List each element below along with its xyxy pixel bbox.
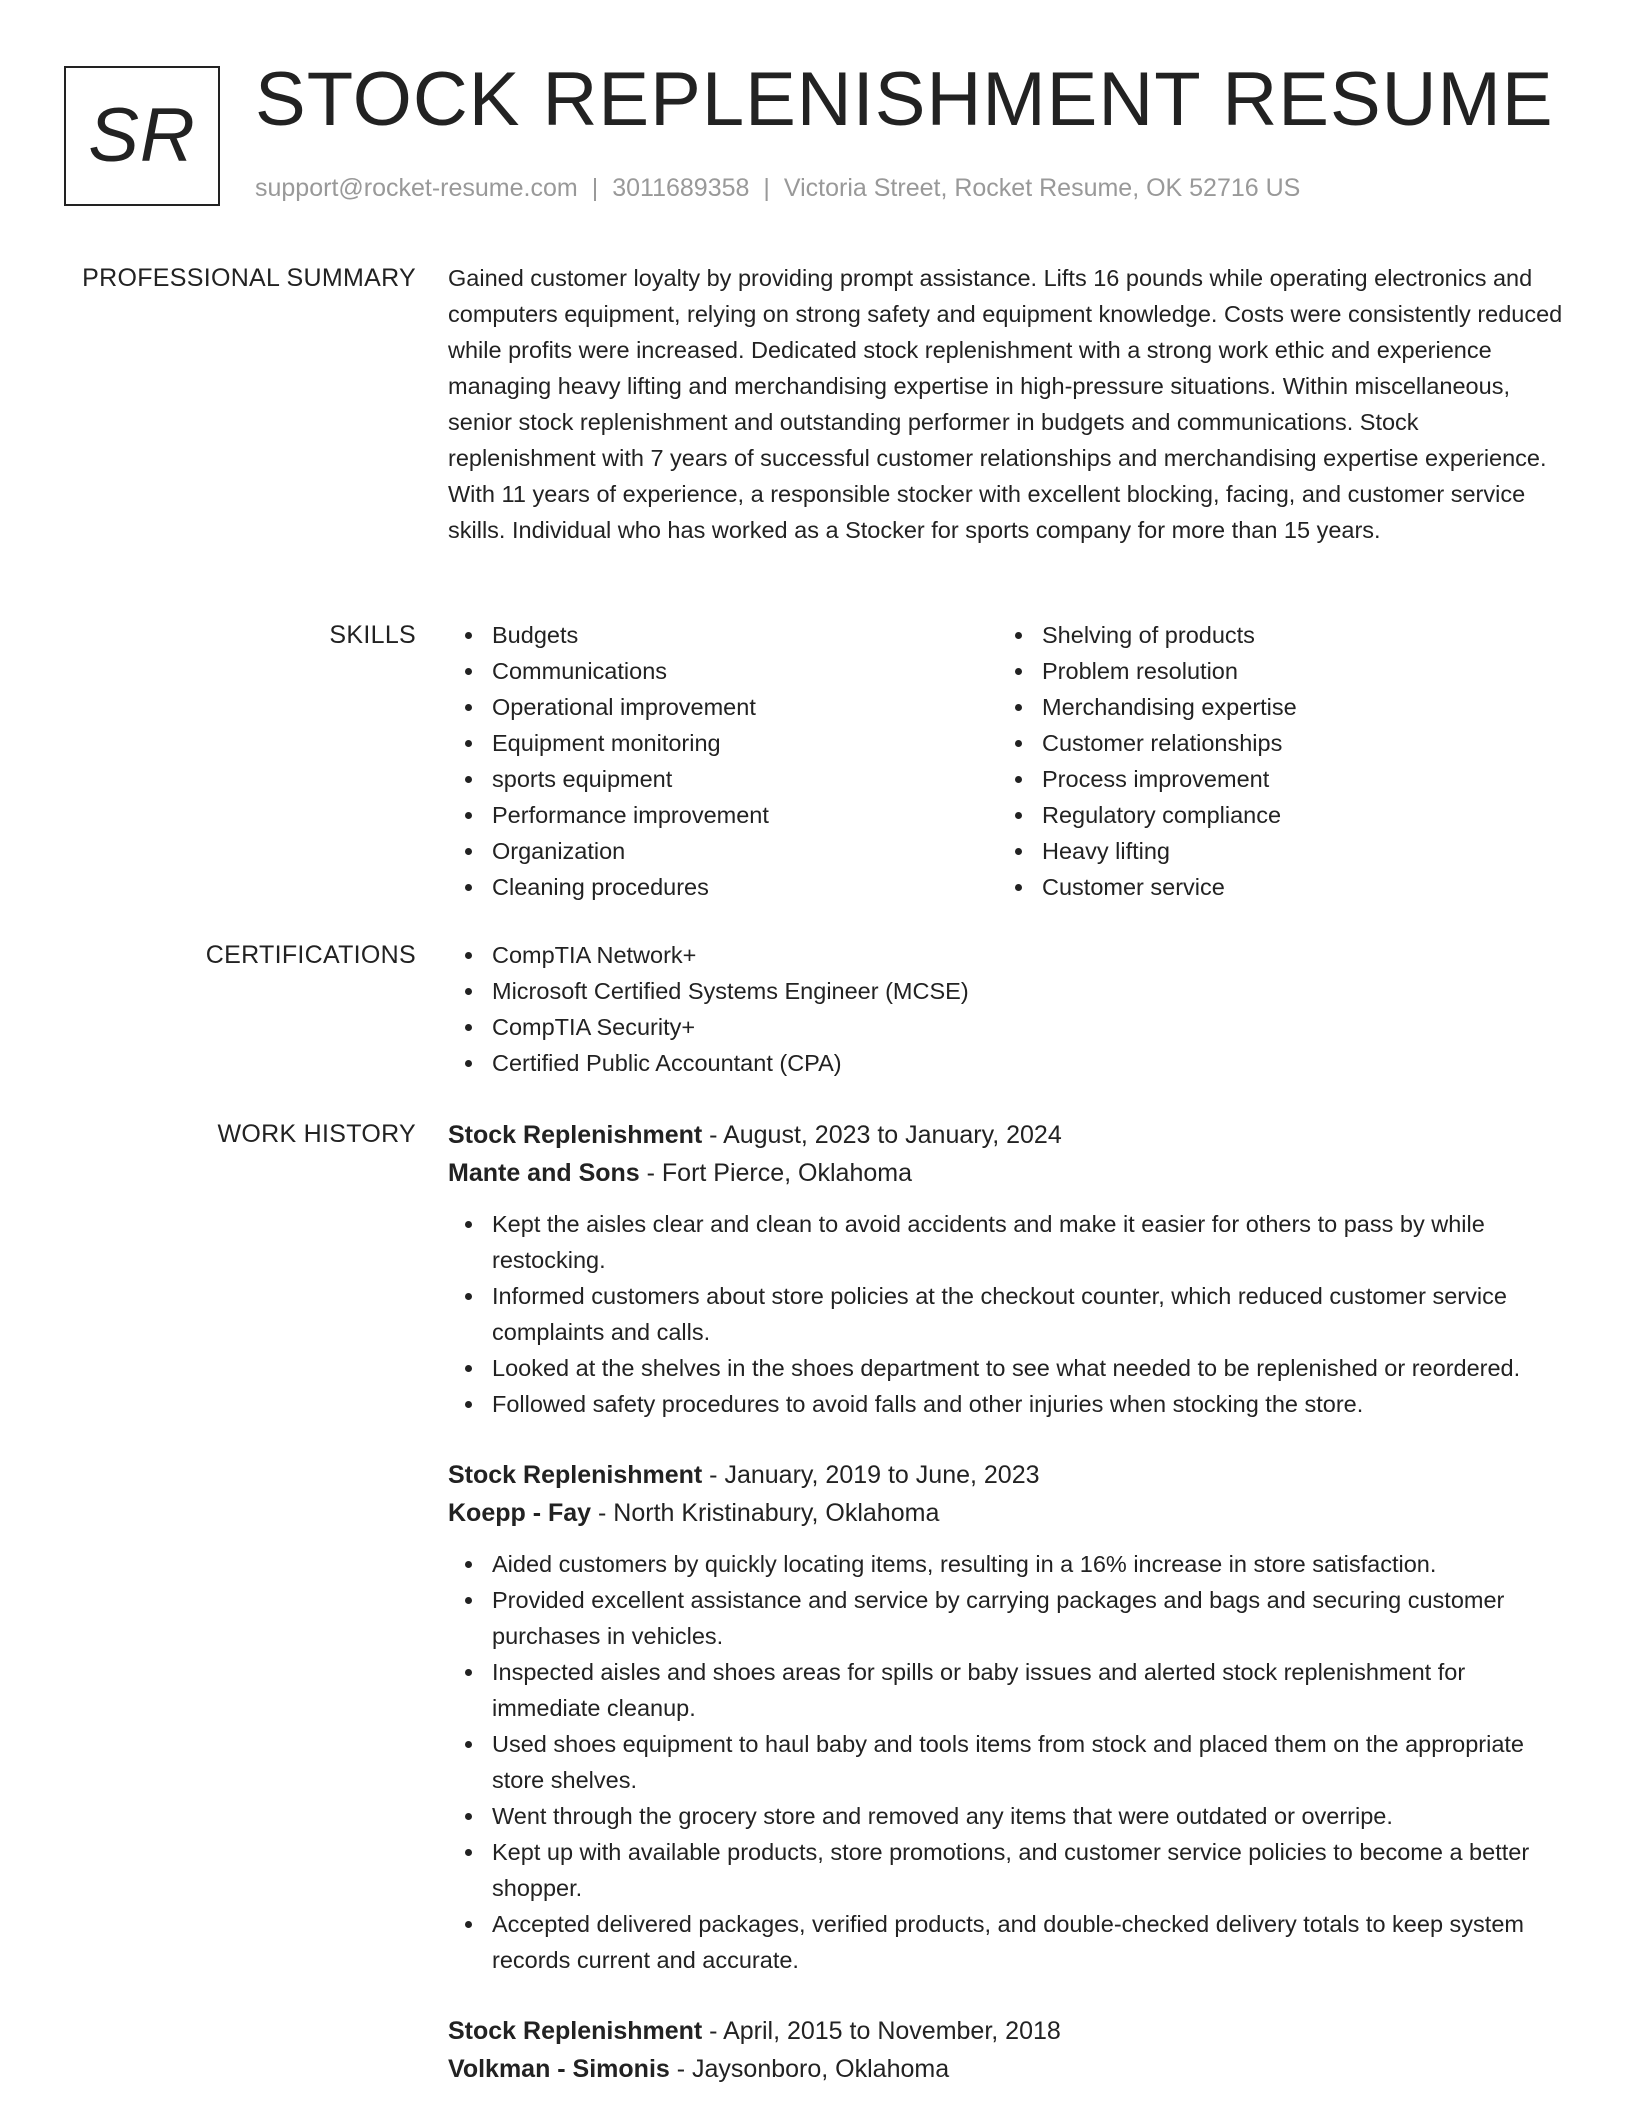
contact-email: support@rocket-resume.com xyxy=(255,174,578,202)
monogram-badge xyxy=(64,66,220,206)
job-company: Mante and Sons xyxy=(448,1159,640,1187)
skill-item: sports equipment xyxy=(448,761,998,797)
job-location: - North Kristinabury, Oklahoma xyxy=(591,1499,940,1527)
skill-item: Communications xyxy=(448,653,998,689)
contact-separator: | xyxy=(763,174,770,202)
skills-grid xyxy=(448,617,1566,905)
job-bullet: Kept the aisles clear and clean to avoid accidents and make it easier for others to pass by while restocking. xyxy=(448,1206,1566,1278)
skill-item: Regulatory compliance xyxy=(998,797,1548,833)
skill-item: Performance improvement xyxy=(448,797,998,833)
job-title: Stock Replenishment xyxy=(448,1461,703,1489)
job-title: Stock Replenishment xyxy=(448,2017,703,2045)
skill-item: Cleaning procedures xyxy=(448,869,998,905)
work-history-body xyxy=(448,1116,1566,2112)
job-company-line xyxy=(448,1154,1566,1192)
section-label-summary: PROFESSIONAL SUMMARY xyxy=(82,264,416,292)
job-location: - Fort Pierce, Oklahoma xyxy=(639,1159,912,1187)
contact-phone: 3011689358 xyxy=(612,174,750,202)
certifications-list xyxy=(448,937,1566,1081)
skill-item: Heavy lifting xyxy=(998,833,1548,869)
contact-address: Victoria Street, Rocket Resume, OK 52716 US xyxy=(783,174,1301,202)
certification-item: CompTIA Security+ xyxy=(448,1009,1566,1045)
job-entry xyxy=(448,2012,1566,2088)
job-bullet: Inspected aisles and shoes areas for spills or baby issues and alerted stock replenishment for immediate cleanup. xyxy=(448,1654,1566,1726)
summary-body xyxy=(448,260,1566,548)
certification-item: CompTIA Network+ xyxy=(448,937,1566,973)
skill-item: Process improvement xyxy=(998,761,1548,797)
certification-item: Microsoft Certified Systems Engineer (MCSE) xyxy=(448,973,1566,1009)
section-label-certifications: CERTIFICATIONS xyxy=(205,941,416,969)
job-bullet: Accepted delivered packages, verified products, and double-checked delivery totals to keep system records current and accurate. xyxy=(448,1906,1566,1978)
skills-body xyxy=(448,617,1566,905)
contact-separator: | xyxy=(591,174,599,202)
job-company: Volkman - Simonis xyxy=(448,2055,670,2083)
skill-item: Customer relationships xyxy=(998,725,1548,761)
job-bullet: Followed safety procedures to avoid falls and other injuries when stocking the store. xyxy=(448,1386,1566,1422)
skill-item: Shelving of products xyxy=(998,617,1548,653)
monogram-initials: SR xyxy=(88,93,196,178)
skill-item: Equipment monitoring xyxy=(448,725,998,761)
skills-list-right xyxy=(998,617,1548,905)
resume-title: STOCK REPLENISHMENT RESUME xyxy=(255,57,1554,142)
job-title-line xyxy=(448,1456,1566,1494)
job-entry xyxy=(448,1456,1566,1978)
job-dates: - January, 2019 to June, 2023 xyxy=(702,1461,1040,1489)
job-company: Koepp - Fay xyxy=(448,1499,592,1527)
skills-list-left xyxy=(448,617,998,905)
job-title-line xyxy=(448,2012,1566,2050)
job-entry xyxy=(448,1116,1566,1422)
skill-item: Problem resolution xyxy=(998,653,1548,689)
job-location: - Jaysonboro, Oklahoma xyxy=(669,2055,950,2083)
job-bullet: Kept up with available products, store promotions, and customer service policies to become a better shopper. xyxy=(448,1834,1566,1906)
job-bullet: Went through the grocery store and removed any items that were outdated or overripe. xyxy=(448,1798,1566,1834)
job-bullet: Used shoes equipment to haul baby and tools items from stock and placed them on the appropriate store shelves. xyxy=(448,1726,1566,1798)
contact-line xyxy=(255,174,1300,203)
job-bullets xyxy=(448,1546,1566,1978)
job-bullets xyxy=(448,1206,1566,1422)
summary-text: Gained customer loyalty by providing prompt assistance. Lifts 16 pounds while operating electronics and computers equipment, relying on strong safety and equipment knowledge. Costs were consistently reduced while profits were increased. Dedicated stock replenishment with a strong work ethic and experience managing heavy lifting and merchandising expertise in high-pressure situations. Within miscellaneous, senior stock replenishment and outstanding performer in budgets and communications. Stock replenishment with 7 years of successful customer relationships and merchandising expertise experience. With 11 years of experience, a responsible stocker with excellent blocking, facing, and customer service skills. Individual who has worked as a Stocker for sports company for more than 15 years. xyxy=(448,265,1563,543)
skill-item: Budgets xyxy=(448,617,998,653)
skill-item: Organization xyxy=(448,833,998,869)
job-company-line xyxy=(448,1494,1566,1532)
skill-item: Operational improvement xyxy=(448,689,998,725)
certifications-body xyxy=(448,937,1566,1081)
skill-item: Merchandising expertise xyxy=(998,689,1548,725)
job-title: Stock Replenishment xyxy=(448,1121,703,1149)
job-dates: - April, 2015 to November, 2018 xyxy=(702,2017,1061,2045)
job-bullet: Provided excellent assistance and service by carrying packages and bags and securing customer purchases in vehicles. xyxy=(448,1582,1566,1654)
section-label-work-history: WORK HISTORY xyxy=(217,1120,416,1148)
job-title-line xyxy=(448,1116,1566,1154)
job-bullet: Looked at the shelves in the shoes department to see what needed to be replenished or reordered. xyxy=(448,1350,1566,1386)
job-bullet: Informed customers about store policies at the checkout counter, which reduced customer service complaints and calls. xyxy=(448,1278,1566,1350)
job-dates: - August, 2023 to January, 2024 xyxy=(702,1121,1062,1149)
job-bullet: Aided customers by quickly locating items, resulting in a 16% increase in store satisfaction. xyxy=(448,1546,1566,1582)
job-company-line xyxy=(448,2050,1566,2088)
section-label-skills: SKILLS xyxy=(329,621,416,649)
certification-item: Certified Public Accountant (CPA) xyxy=(448,1045,1566,1081)
skill-item: Customer service xyxy=(998,869,1548,905)
